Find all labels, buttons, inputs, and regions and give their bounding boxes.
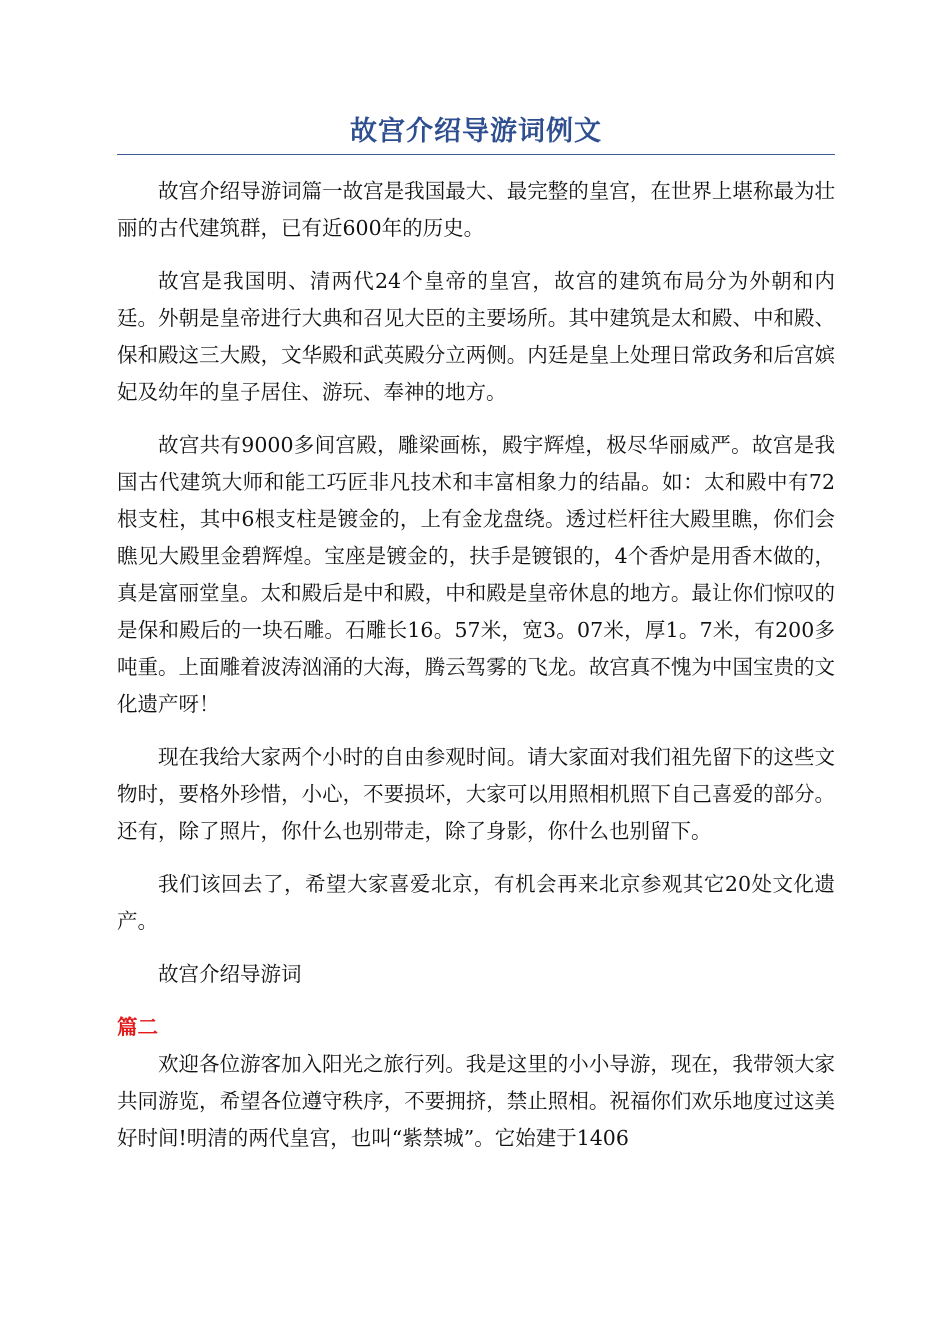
section-heading-2: 篇二: [117, 1015, 158, 1039]
document-page: [117, 112, 835, 1173]
paragraph-farewell: 我们该回去了，希望大家喜爱北京，有机会再来北京参观其它20处文化遗产。: [117, 872, 835, 933]
paragraph-intro: 故宫介绍导游词篇一故宫是我国最大、最完整的皇宫，在世界上堪称最为壮丽的古代建筑群，已有近600年的历史。: [117, 179, 835, 240]
paragraph-palaces: 故宫共有9000多间宫殿，雕梁画栋，殿宇辉煌，极尽华丽威严。故宫是我国古代建筑大师和能工巧匠非凡技术和丰富相象力的结晶。如：太和殿中有72根支柱，其中6根支柱是镀金的，上有金龙盘绕。透过栏杆往大殿里瞧，你们会瞧见大殿里金碧辉煌。宝座是镀金的，扶手是镀银的，4个香炉是用香木做的，真是富丽堂皇。太和殿后是中和殿，中和殿是皇帝休息的地方。最让你们惊叹的是保和殿后的一块石雕。石雕长16。57米，宽3。07米，厚1。7米，有200多吨重。上面雕着波涛汹涌的大海，腾云驾雾的飞龙。故宫真不愧为中国宝贵的文化遗产呀！: [117, 433, 835, 716]
paragraph-section2-welcome: 欢迎各位游客加入阳光之旅行列。我是这里的小小导游，现在，我带领大家共同游览，希望各位遵守秩序，不要拥挤，禁止照相。祝福你们欢乐地度过这美好时间!明清的两代皇宫，也叫“紫禁城”。它始建于1406: [117, 1052, 835, 1150]
paragraph-layout: 故宫是我国明、清两代24个皇帝的皇宫，故宫的建筑布局分为外朝和内廷。外朝是皇帝进行大典和召见大臣的主要场所。其中建筑是太和殿、中和殿、保和殿这三大殿，文华殿和武英殿分立两侧。内廷是皇上处理日常政务和后宫嫔妃及幼年的皇子居住、游玩、奉神的地方。: [117, 269, 835, 404]
paragraph-free-time: 现在我给大家两个小时的自由参观时间。请大家面对我们祖先留下的这些文物时，要格外珍惜，小心，不要损坏，大家可以用照相机照下自己喜爱的部分。还有，除了照片，你什么也别带走，除了身影，你什么也别留下。: [117, 745, 835, 843]
paragraph-caption: 故宫介绍导游词: [158, 962, 302, 986]
title-underline: [117, 154, 835, 155]
document-title: 故宫介绍导游词例文: [350, 116, 602, 147]
